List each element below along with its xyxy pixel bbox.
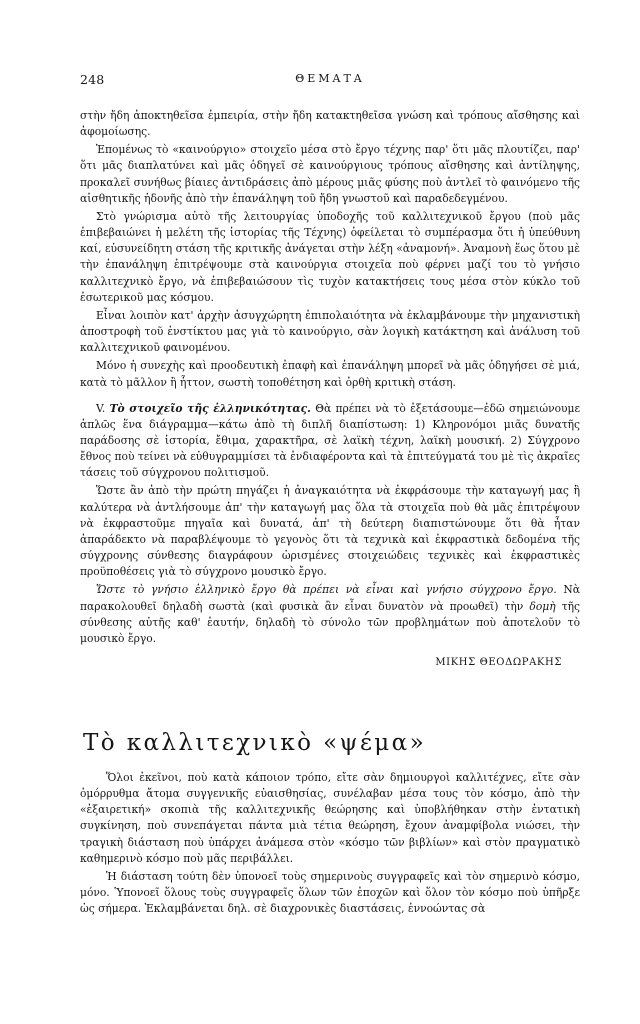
emphasis-statement: Ὥστε τὸ γνήσιο ἑλληνικὸ ἔργο θὰ πρέπει νὰ εἶναι καὶ γνήσιο σύγχρονο ἔργο. [96, 583, 557, 597]
paragraph-2: Ἑπομένως τὸ «καινούργιο» στοιχεῖο μέσα στὸ ἔργο τέχνης παρ' ὅτι μᾶς πλουτίζει, παρ' ὅτι μᾶς διαπλατύνει καὶ μᾶς ὁδηγεῖ σὲ καινούργιους τρόπους αἴσθησης καὶ ἀντίληψης, προκαλεῖ συνήθως βίαιες ἀντιδράσεις ἀπὸ μέρους μιᾶς φύσης ποὺ ἀντλεῖ τὸ φαινόμενο τῆς αἰσθητικῆς ἡδονῆς ἀπὸ τὴν ἐπανάληψη τοῦ ἤδη γνωστοῦ καὶ παραδεδεγμένου. [80, 143, 580, 205]
section-v-body: Θὰ πρέπει νὰ τὸ ἐξετάσουμε—ἐδῶ σημειώνουμε ἁπλῶς ἕνα διάγραμμα—κάτω ἀπὸ τὴ διπλῆ διαπίστωση: 1) Κληρονόμοι μιᾶς δυνατῆς παράδοσης σὲ ἱστορία, ἔθιμα, χαρακτῆρα, σὲ λαϊκὴ τέχνη, λαϊκὴ μουσική. 2) Σύγχρονο ἔθνος ποὺ τείνει νὰ εὐθυγραμμίσει τὰ ἐνδιαφέροντα καὶ τὰ ἐπιτεύγματά του μὲ τὶς ἀκραῖες τάσεις τοῦ σύγχρονου πολιτισμοῦ. [80, 401, 580, 480]
paragraph-5: Μόνο ἡ συνεχὴς καὶ προοδευτικὴ ἐπαφὴ καὶ ἐπανάληψη μπορεῖ νὰ μᾶς ὁδηγήσει σὲ μιά, κατὰ τὸ μᾶλλον ἢ ἧττον, σωστὴ τοποθέτηση καὶ ὀρθὴ κριτικὴ στάση. [80, 359, 580, 389]
author-signature: ΜΙΚΗΣ ΘΕΟΔΩΡΑΚΗΣ [435, 657, 562, 668]
page-header [80, 72, 580, 90]
paragraph-8 [80, 582, 580, 647]
running-title: ΘΕΜΑΤΑ [295, 72, 365, 85]
paragraph-8-body-b: τῆς σύνθεσης αὐτῆς καθ' ἑαυτήν, δηλαδὴ τὸ σύνολο τῶν προβλημάτων ποὺ ἀποτελοῦν τὸ μουσικὸ ἔργο. [80, 599, 580, 645]
section-v-paragraph [80, 401, 580, 482]
paragraph-3: Στὸ γνώρισμα αὐτὸ τῆς λειτουργίας ὑποδοχῆς τοῦ καλλιτεχνικοῦ ἔργου (ποὺ μᾶς ἐπιβεβαιώνει ἡ μελέτη τῆς ἱστορίας τῆς Τέχνης) ὀφείλεται τὸ συμπέρασμα ὅτι ἡ ὑπεύθυνη καί, εὐσυνείδητη στάση τῆς κριτικῆς ἀνάγεται στὴν λέξη «ἀναμονή». Ἀναμονὴ ἕως ὅτου μὲ τὴν ἐπανάληψη ἐπιτρέψουμε στὰ καινούργια στοιχεῖα ποὺ φέρνει μαζί του τὸ γνήσιο καλλιτεχνικὸ ἔργο, νὰ ἐπιβεβαιώσουν τὶς τυχὸν κατακτήσεις τους μέσα στὸν κύκλο τοῦ ἐσωτερικοῦ μας κόσμου. [80, 209, 580, 304]
emphasis-word: δομὴ [529, 599, 556, 613]
paragraph-1: στὴν ἤδη ἀποκτηθεῖσα ἐμπειρία, στὴν ἤδη κατακτηθεῖσα γνώση καὶ τρόπους αἴσθησης καὶ ἀφομοίωσης. [80, 109, 580, 139]
section-heading: Τὸ στοιχεῖο τῆς ἑλληνικότητας. [109, 401, 311, 415]
article-theodorakis [80, 108, 580, 671]
article-artistic-lie [80, 770, 580, 919]
article2-paragraph-2: Ἡ διάσταση τούτη δὲν ὑπονοεῖ τοὺς σημερινοὺς συγγραφεῖς καὶ τὸν σημερινὸ κόσμο, μόνο. Ὑπονοεῖ ὅλους τοὺς συγγραφεῖς ὅλων τῶν ἐποχῶν καὶ ὅλον τὸν κόσμο ποὺ ὑπῆρξε ὡς σήμερα. Ἐκλαμβάνεται δηλ. σὲ διαχρονικὲς διαστάσεις, ἐννοώντας σὰ [80, 869, 580, 916]
paragraph-7: Ὥστε ἂν ἀπὸ τὴν πρώτη πηγάζει ἡ ἀναγκαιότητα νὰ ἐκφράσουμε τὴν καταγωγή μας ἢ καλύτερα νὰ ἀντλήσουμε ἀπ' τὴν καταγωγή μας ὅλα τὰ στοιχεῖα ποὺ θὰ μᾶς ἐπιτρέψουν νὰ ἐκφραστοῦμε πηγαῖα καὶ δυνατά, ἀπ' τὴ δεύτερη διαπιστώνουμε ὅτι θὰ ἦταν ἀπαράδεκτο νὰ παραβλέψουμε τὸ γεγονὸς ὅτι τὰ τεχνικὰ καὶ ἐκφραστικὰ δεδομένα τῆς σύγχρονης σύνθεσης διαγράφουν ὡρισμένες στοιχειώδεις τεχνικὲς καὶ ἐκφραστικὲς προϋποθέσεις γιὰ τὸ σύγχρονο μουσικὸ ἔργο. [80, 484, 580, 579]
paragraph-8-body-a: Νὰ παρακολουθεῖ δηλαδὴ σωστὰ (καὶ φυσικὰ ἂν εἶναι δυνατὸν νὰ προωθεῖ) τὴν [80, 583, 580, 613]
page-number: 248 [80, 72, 105, 87]
article-title: Τὸ καλλιτεχνικὸ «ψέμα» [83, 730, 427, 756]
article2-paragraph-1: Ὅλοι ἐκεῖνοι, ποὺ κατὰ κάποιον τρόπο, εἴτε σὰν δημιουργοὶ καλλιτέχνες, εἴτε σὰν ὁμόρρυθμα ἄτομα συγγενικῆς εὐαισθησίας, συνέλαβαν μέσα τους τὸν κόσμο, ἀπὸ τὴν «ἐξαιρετική» σκοπιὰ τῆς καλλιτεχνικῆς θεώρησης καὶ ὑποβλήθηκαν στὴν ἐντατικὴ συγκίνηση, ποὺ συνεπάγεται πάντα μιὰ τέτια θεώρηση, ἔχουν ἀναμφίβολα νιώσει, τὴν τραγικὴ διάσταση ποὺ ὑπάρχει ἀνάμεσα στὸν «κόσμο τῶν βιβλίων» καὶ στὸν πραγματικὸ καθημερινὸ κόσμο ποὺ μᾶς περιβάλλει. [80, 771, 580, 865]
section-number: V. [96, 401, 106, 415]
paragraph-4: Εἶναι λοιπὸν κατ' ἀρχὴν ἀσυγχώρητη ἐπιπολαιότητα νὰ ἐκλαμβάνουμε τὴν μηχανιστικὴ ἀποστροφὴ τοῦ ἐνστίκτου μας γιὰ τὸ καινούργιο, σὰν λογικὴ κατάκτηση καὶ ἀνάλυση τοῦ καλλιτεχνικοῦ φαινομένου. [80, 308, 580, 355]
